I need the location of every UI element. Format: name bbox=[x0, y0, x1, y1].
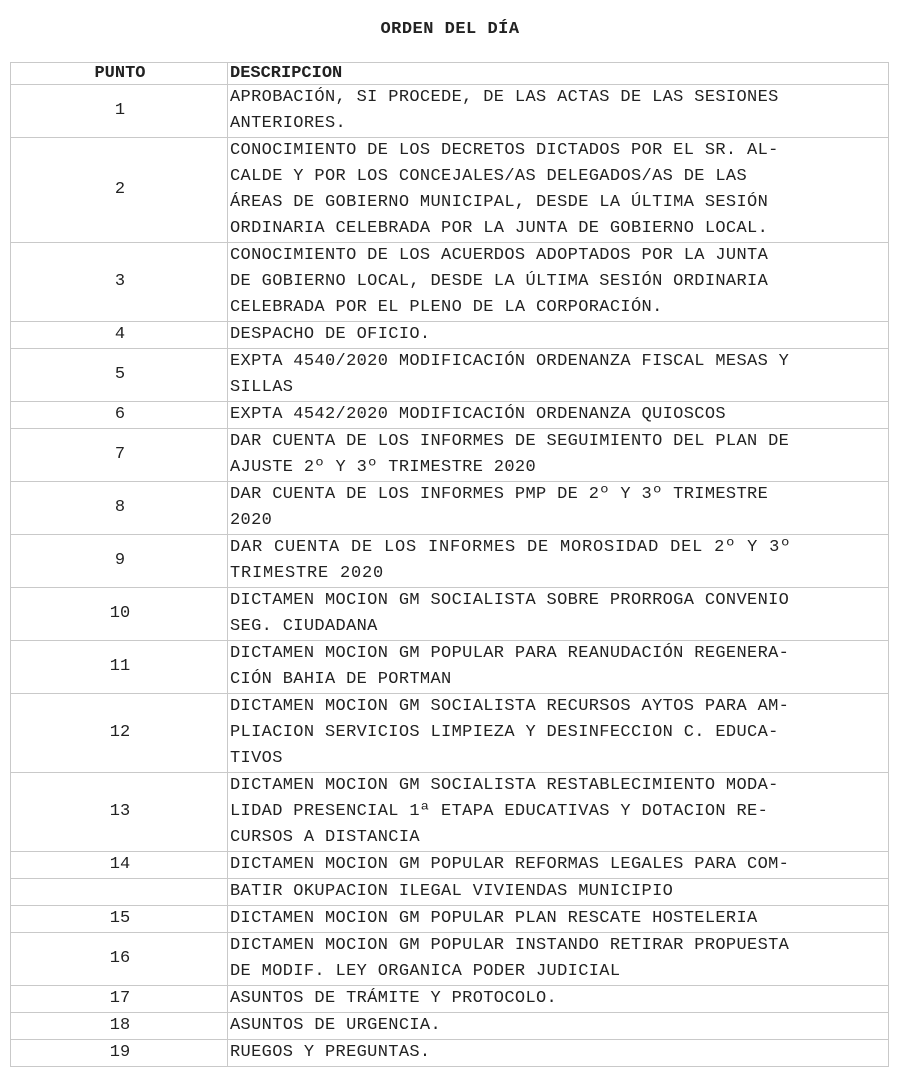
row-description: DICTAMEN MOCION GM POPULAR INSTANDO RETIRAR PROPUESTA DE MODIF. LEY ORGANICA PODER JUDICIAL bbox=[228, 933, 889, 986]
row-number: 17 bbox=[11, 986, 228, 1013]
table-row bbox=[11, 641, 889, 694]
row-number: 8 bbox=[11, 482, 228, 535]
row-number: 15 bbox=[11, 906, 228, 933]
row-description: DICTAMEN MOCION GM POPULAR PLAN RESCATE HOSTELERIA bbox=[228, 906, 889, 933]
row-number: 6 bbox=[11, 402, 228, 429]
row-description: RUEGOS Y PREGUNTAS. bbox=[228, 1040, 889, 1067]
row-description: ASUNTOS DE TRÁMITE Y PROTOCOLO. bbox=[228, 986, 889, 1013]
row-number: 1 bbox=[11, 85, 228, 138]
row-number: 3 bbox=[11, 243, 228, 322]
row-number: 9 bbox=[11, 535, 228, 588]
page-title: ORDEN DEL DÍA bbox=[380, 20, 520, 39]
table-row bbox=[11, 1013, 889, 1040]
table-row bbox=[11, 1040, 889, 1067]
row-description: DAR CUENTA DE LOS INFORMES DE MOROSIDAD DEL 2º Y 3º TRIMESTRE 2020 bbox=[228, 535, 889, 588]
table-row bbox=[11, 243, 889, 322]
row-number: 4 bbox=[11, 322, 228, 349]
row-number: 19 bbox=[11, 1040, 228, 1067]
table-row bbox=[11, 588, 889, 641]
table-row bbox=[11, 535, 889, 588]
row-description: EXPTA 4542/2020 MODIFICACIÓN ORDENANZA QUIOSCOS bbox=[228, 402, 889, 429]
row-number: 11 bbox=[11, 641, 228, 694]
column-header-punto: PUNTO bbox=[11, 63, 228, 85]
table-row bbox=[11, 482, 889, 535]
row-description: CONOCIMIENTO DE LOS ACUERDOS ADOPTADOS POR LA JUNTA DE GOBIERNO LOCAL, DESDE LA ÚLTIMA SESIÓN ORDINARIA CELEBRADA POR EL PLENO DE LA CORPORACIÓN. bbox=[228, 243, 889, 322]
table-row bbox=[11, 138, 889, 243]
table-row bbox=[11, 694, 889, 773]
row-description: DAR CUENTA DE LOS INFORMES PMP DE 2º Y 3º TRIMESTRE 2020 bbox=[228, 482, 889, 535]
row-number: 5 bbox=[11, 349, 228, 402]
row-number bbox=[11, 879, 228, 906]
table-row bbox=[11, 906, 889, 933]
column-header-descripcion: DESCRIPCION bbox=[228, 63, 889, 85]
row-description: DICTAMEN MOCION GM POPULAR REFORMAS LEGALES PARA COM- bbox=[228, 852, 889, 879]
row-description: EXPTA 4540/2020 MODIFICACIÓN ORDENANZA FISCAL MESAS Y SILLAS bbox=[228, 349, 889, 402]
table-row bbox=[11, 852, 889, 879]
row-description: DICTAMEN MOCION GM SOCIALISTA RECURSOS AYTOS PARA AM- PLIACION SERVICIOS LIMPIEZA Y DESINFECCION C. EDUCA- TIVOS bbox=[228, 694, 889, 773]
row-number: 18 bbox=[11, 1013, 228, 1040]
row-description: APROBACIÓN, SI PROCEDE, DE LAS ACTAS DE LAS SESIONES ANTERIORES. bbox=[228, 85, 889, 138]
row-number: 10 bbox=[11, 588, 228, 641]
row-description: DAR CUENTA DE LOS INFORMES DE SEGUIMIENTO DEL PLAN DE AJUSTE 2º Y 3º TRIMESTRE 2020 bbox=[228, 429, 889, 482]
row-number: 14 bbox=[11, 852, 228, 879]
row-description: CONOCIMIENTO DE LOS DECRETOS DICTADOS POR EL SR. AL- CALDE Y POR LOS CONCEJALES/AS DELEGADOS/AS DE LAS ÁREAS DE GOBIERNO MUNICIPAL, DESDE LA ÚLTIMA SESIÓN ORDINARIA CELEBRADA POR LA JUNTA DE GOBIERNO LOCAL. bbox=[228, 138, 889, 243]
table-row bbox=[11, 879, 889, 906]
table-header-row bbox=[11, 63, 889, 85]
table-row bbox=[11, 986, 889, 1013]
row-number: 16 bbox=[11, 933, 228, 986]
table-row bbox=[11, 85, 889, 138]
row-number: 12 bbox=[11, 694, 228, 773]
row-description: DICTAMEN MOCION GM POPULAR PARA REANUDACIÓN REGENERA- CIÓN BAHIA DE PORTMAN bbox=[228, 641, 889, 694]
row-description: ASUNTOS DE URGENCIA. bbox=[228, 1013, 889, 1040]
row-description: DICTAMEN MOCION GM SOCIALISTA SOBRE PRORROGA CONVENIO SEG. CIUDADANA bbox=[228, 588, 889, 641]
agenda-table bbox=[10, 62, 889, 1067]
row-number: 13 bbox=[11, 773, 228, 852]
table-row bbox=[11, 402, 889, 429]
table-row bbox=[11, 349, 889, 402]
row-description: DICTAMEN MOCION GM SOCIALISTA RESTABLECIMIENTO MODA- LIDAD PRESENCIAL 1ª ETAPA EDUCATIVAS Y DOTACION RE- CURSOS A DISTANCIA bbox=[228, 773, 889, 852]
table-row bbox=[11, 429, 889, 482]
table-row bbox=[11, 322, 889, 349]
row-number: 2 bbox=[11, 138, 228, 243]
table-row bbox=[11, 773, 889, 852]
table-row bbox=[11, 933, 889, 986]
row-description: BATIR OKUPACION ILEGAL VIVIENDAS MUNICIPIO bbox=[228, 879, 889, 906]
row-number: 7 bbox=[11, 429, 228, 482]
row-description: DESPACHO DE OFICIO. bbox=[228, 322, 889, 349]
